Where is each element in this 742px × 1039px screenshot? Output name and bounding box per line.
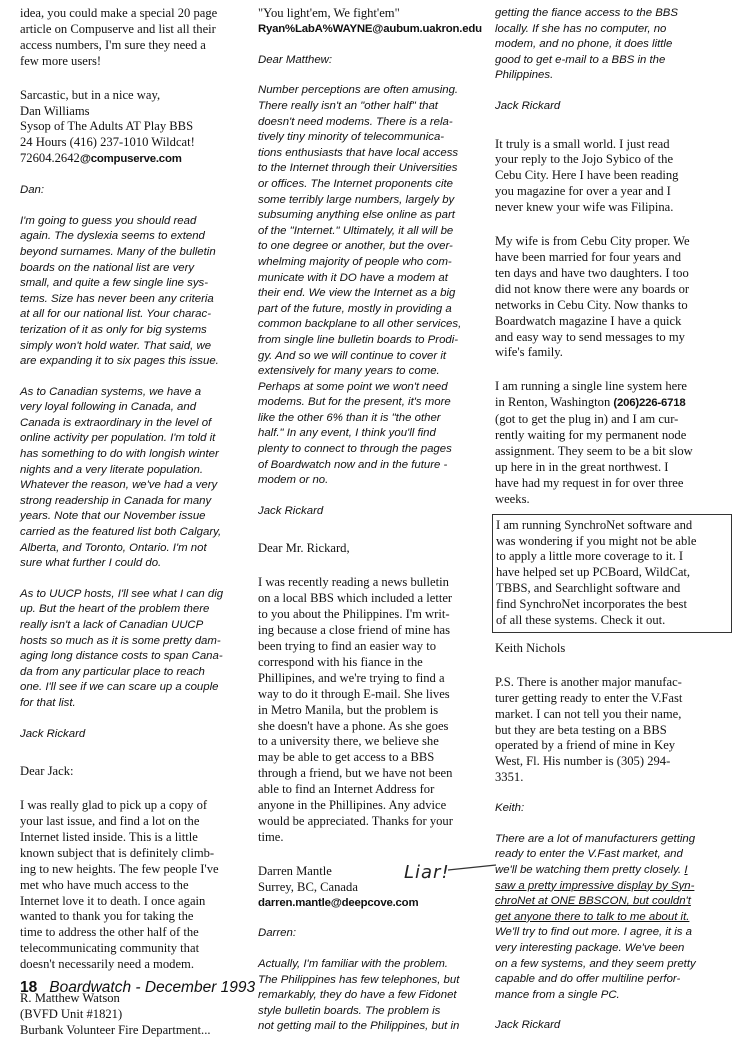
pointer-stroke (448, 865, 496, 870)
letter-email: Ryan%LabA%WAYNE@aubum.uakron.edu (258, 22, 482, 35)
column-1 (20, 6, 240, 1039)
letter-signature: Keith Nichols (495, 640, 566, 655)
page-number: 18 (20, 979, 38, 996)
letter-signature (20, 88, 240, 169)
reply-salutation: Darren: (258, 927, 296, 940)
letter-paragraph: My wife is from Cebu City proper. We have been married for four years and ten days and have two daughters. I too did not know there were any boards or networks in Cebu City. Now thanks to Boardwatch magazine I have a quick and easy way to send messages to my wife's family. (495, 234, 690, 360)
compuserve-email: @compuserve.com (79, 153, 182, 166)
letter-email: darren.mantle@deepcove.com (258, 896, 419, 909)
reply-signoff: Jack Rickard (258, 504, 324, 517)
letter-signature: R. Matthew Watson (BVFD Unit #1821) Burbank Volunteer Fire Department... (20, 991, 211, 1037)
annotation-pointer-line (446, 862, 498, 872)
reply-paragraph: I'm going to guess you should read again. The dyslexia seems to extend beyond surnames. Many of the bulletin boards on the national list are very small, and quite a few single line sys- tems. Size has never been any criteria at all for our national list. Your charac- terization of it as only for big systems simply won't hold water. That said, we are expanding it to six pages this issue. (20, 214, 219, 368)
letter-paragraph: I was recently reading a news bulletin on a local BBS which included a letter to you about the Philippines. I'm writ- ing because a close friend of mine has been trying to find an easier way to correspond with his fiance in the Phillipines, and we're trying to find a way to do it through E-mail. She lives in Metro Manila, but the problem is she doesn't have a phone. As she goes to a university there, we believe she may be able to get access to a BBS through a friend, but we have not been able to find an Internet Address for anyone in the Phillipines. Any advice would be appreciated. Thanks for your time. (258, 575, 453, 844)
reply-paragraph: Actually, I'm familiar with the problem. The Philippines has few telephones, but remarkably, they do have a few Fidonet style bulletin boards. The problem is not getting mail to the Philippines, but in (258, 958, 460, 1033)
column-3 (495, 6, 723, 1034)
letter-paragraph: It truly is a small world. I just read your reply to the Jojo Sybico of the Cebu City. Here I have been reading you magazine for over a year and I never knew your wife was Filipina. (495, 136, 679, 215)
signature-quote: "You light'em, We fight'em" (258, 6, 400, 20)
paragraph-text: (got to get the plug in) and I am cur- rently waiting for my permanent node assignment. They seem to be a bit slow up here in in the great northwest. I have had my request in for over three weeks. (495, 412, 693, 506)
boxed-paragraph: I am running SynchroNet software and was wondering if you might not be able to apply a little more coverage to it. I have helped set up PCBoard, WildCat, TBBS, and Searchlight software and find SynchroNet incorporates the best of all these systems. Check it out. (496, 517, 697, 628)
letter-signature: Darren Mantle Surrey, BC, Canada (258, 863, 358, 894)
magazine-issue: Boardwatch - December 1993 (49, 979, 256, 996)
reply-signoff: Jack Rickard (20, 727, 86, 740)
phone-number: (206)226-6718 (613, 397, 686, 410)
reply-paragraph (495, 832, 723, 1004)
letter-paragraph (495, 379, 723, 507)
paragraph-text: I am running a single line system here in Renton, Washington (495, 379, 688, 410)
reply-salutation: Keith: (495, 802, 525, 815)
underlined-text: I saw a pretty impressive display by Syn- chroNet at ONE BBSCON, but couldn't get anyone there to talk to me about it. (495, 863, 695, 923)
paragraph-text: We'll try to find out more. I agree, it is a very interesting package. We've been on a few systems, and they seem pretty capable and do offer multiline perfor- mance from a single PC. (495, 926, 696, 1001)
handwritten-annotation: Liar! (404, 862, 450, 883)
reply-paragraph: As to Canadian systems, we have a very loyal following in Canada, and Canada is extraordinary in the level of online activity per population. I'm told it has something to do with longish winter nights and a very literate population. Whatever the reason, we've had a very strong readership in Canada for many years. Note that our November issue carried as the featured list both Calgary, Alberta, and Toronto, Ontario. I'm not sure what further I could do. (20, 385, 222, 570)
reply-salutation: Dear Matthew: (258, 53, 333, 66)
reply-paragraph: getting the fiance access to the BBS locally. If she has no computer, no modem, and no phone, it does little good to get e-mail to a BBS in the Philippines. (495, 7, 678, 82)
reply-paragraph: As to UUCP hosts, I'll see what I can dig up. But the heart of the problem there really isn't a lack of Canadian UUCP hosts so much as it is some pretty dam- aging long distance costs to span Cana- da from any particular place to reach one. I'll see if we can scare up a couple for that list. (20, 587, 224, 709)
letter-paragraph: I was really glad to pick up a copy of your last issue, and find a lot on the Internet listed inside. This is a little known subject that is definitely climb- ing to new heights. The few people I've met who have much access to the Internet love it to death. I once again wanted to thank you for taking the time to address the other half of the telecommunicating community that doesn't necessarily need a modem. (20, 798, 219, 972)
reply-signoff: Jack Rickard (495, 99, 561, 112)
page-footer (20, 979, 255, 997)
paragraph-text: There are a lot of manufacturers getting ready to enter the V.Fast market, and we'll be watching them pretty closely. (495, 832, 696, 876)
reply-paragraph: Number perceptions are often amusing. There really isn't an "other half" that doesn't need modems. There is a rela- tively tiny minority of telecommunica- tions enthusiasts that have local access to the Internet through their Universities or offices. The Internet proponents cite some terribly large numbers, largely by subsuming anything else online as part of the "Internet." Ultimately, it all will be to one degree or another, but the over- whelming majority of people who com- municate with it DO have a modem at their end. We view the Internet as a big part of the future, mostly in providing a common backplane to all other services, from single line bulletin boards to Prodi- gy. And so we will continue to cover it extensively for many years to come. Perhaps at some point we won't need modems. But for the present, it's more like the other 6% than it is "the other half." In any event, I think you'll find plenty to connect to through the pages of Boardwatch now and in the future - modem or no. (258, 84, 462, 487)
letter-salutation: Dear Mr. Rickard, (258, 541, 350, 556)
letter-postscript: P.S. There is another major manufac- turer getting ready to enter the V.Fast market. I can not tell you their name, but they are beta testing on a BBS operated by a friend of mine in Key West, Fl. His number is (305) 294- 3351. (495, 674, 683, 785)
reply-signoff: Jack Rickard (495, 1019, 561, 1032)
signature-text: Sarcastic, but in a nice way, Dan Williams Sysop of The Adults AT Play BBS 24 Hours (416) 237-1010 Wildcat! 72604.2642 (20, 87, 195, 166)
letter-intro: idea, you could make a special 20 page article on Compuserve and list all their access numbers, I'm sure they need a few more users! (20, 6, 218, 68)
boxed-highlight (492, 514, 732, 633)
letter-salutation: Dear Jack: (20, 764, 74, 779)
reply-salutation: Dan: (20, 184, 45, 197)
